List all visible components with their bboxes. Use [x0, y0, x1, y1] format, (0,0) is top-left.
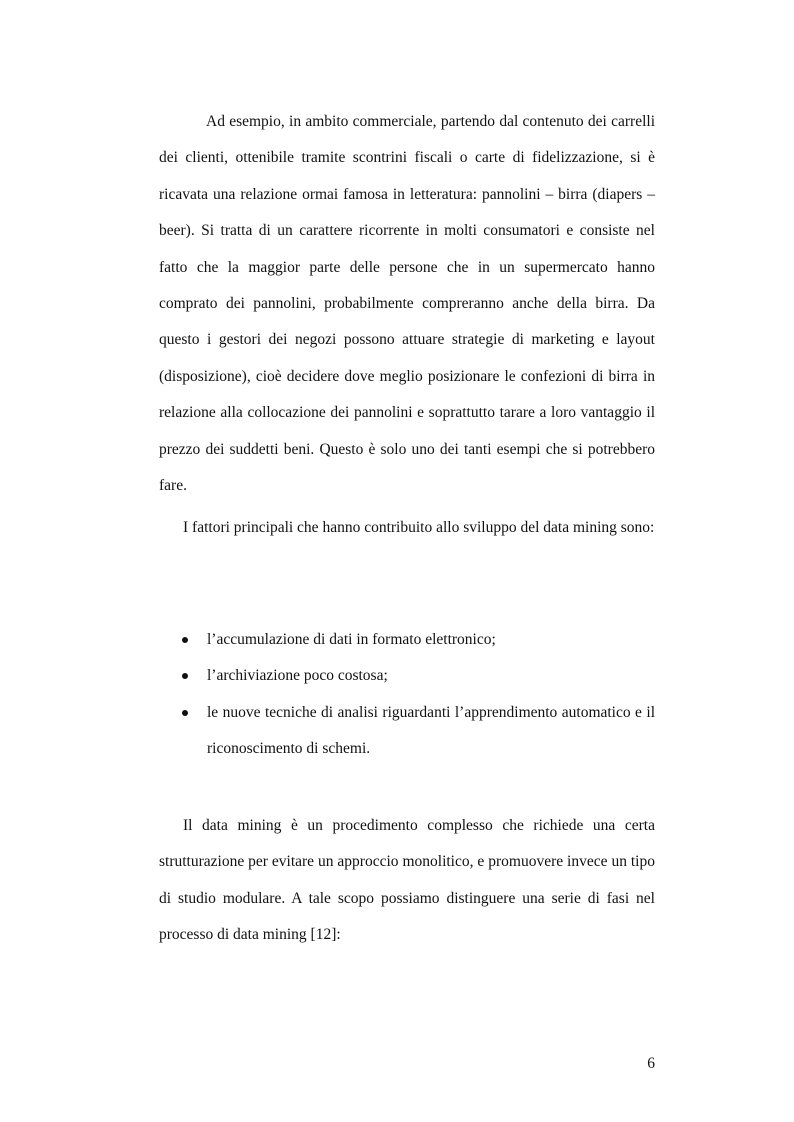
paragraph-example-text: Ad esempio, in ambito commerciale, partendo dal contenuto dei carrelli dei clienti, ottenibile tramite scontrini fiscali o carte di fidelizzazione, si è ricavata una relazione ormai famosa in letteratura: pannolini – birra (diapers – beer). Si tratta di un carattere ricorrente in molti consumatori e consiste nel fatto che la maggior parte delle persone che in un supermercato hanno comprato dei pannolini, probabilmente compreranno anche della birra. Da questo i gestori dei negozi possono attuare strategie di marketing e layout (disposizione), cioè decidere dove meglio posizionare le confezioni di birra in relazione alla collocazione dei pannolini e soprattutto tarare a loro vantaggio il prezzo dei suddetti beni. Questo è solo uno dei tanti esempi che si potrebbero fare.	[159, 113, 655, 495]
page-number: 6	[647, 1055, 655, 1072]
bullet-icon	[182, 710, 188, 716]
list-item-text: l’archiviazione poco costosa;	[207, 667, 388, 685]
list-item	[159, 658, 655, 694]
list-item-text: l’accumulazione di dati in formato elettronico;	[207, 631, 496, 648]
paragraph-factors-intro-text: I fattori principali che hanno contribuito allo sviluppo del data mining sono:	[183, 519, 655, 536]
list-item	[159, 695, 655, 768]
bullet-icon	[182, 673, 188, 679]
factors-list	[159, 622, 655, 768]
bullet-icon	[182, 637, 188, 643]
paragraph-factors-intro	[159, 510, 655, 546]
paragraph-example	[159, 104, 655, 504]
paragraph-process-text: Il data mining è un procedimento complesso che richiede una certa strutturazione per evitare un approccio monolitico, e promuovere invece un tipo di studio modulare. A tale scopo possiamo distinguere una serie di fasi nel processo di data mining [12]:	[159, 817, 655, 944]
list-item	[159, 622, 655, 658]
list-item-text: le nuove tecniche di analisi riguardanti l’apprendimento automatico e il riconoscimento di schemi.	[207, 703, 655, 758]
paragraph-process	[159, 808, 655, 954]
